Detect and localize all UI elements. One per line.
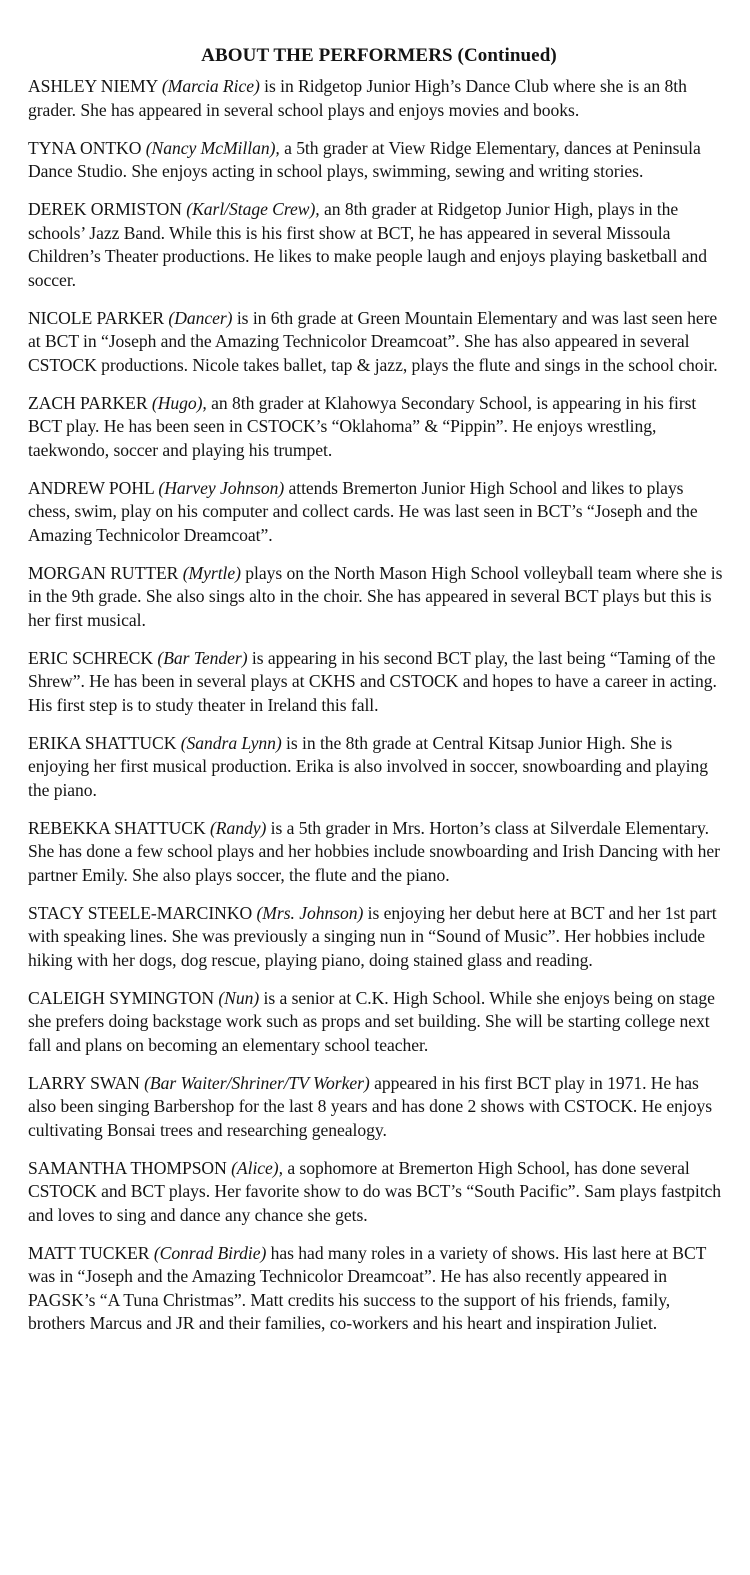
performer-bio-text: attends Bremerton Junior High School and likes to plays chess, swim, play on his computer and collect cards. He was last seen in BCT’s “Joseph and the Amazing Technicolor Dreamcoat”. <box>28 477 698 545</box>
performer-role: (Randy) <box>209 817 267 838</box>
performer-bio-text: an 8th grader at Klahowya Secondary School, is appearing in his first BCT play. He has been seen in CSTOCK’s “Oklahoma” & “Pippin”. He enjoys wrestling, taekwondo, soccer and playing his trumpet. <box>28 392 697 460</box>
performer-bio <box>28 987 730 1058</box>
performer-bio-text: plays on the North Mason High School volleyball team where she is in the 9th grade. She also sings alto in the choir. She has appeared in several BCT plays but this is her first musical. <box>28 562 723 630</box>
performer-bio <box>28 137 730 184</box>
performer-bio-text: a 5th grader at View Ridge Elementary, dances at Peninsula Dance Studio. She enjoys acting in school plays, swimming, sewing and writing stories. <box>28 137 701 181</box>
performer-name: NICOLE PARKER <box>28 307 165 328</box>
performer-bio-list <box>28 75 730 1336</box>
performer-name: ANDREW POHL <box>28 477 155 498</box>
performer-bio <box>28 1072 730 1143</box>
performer-bio <box>28 477 730 548</box>
performer-bio <box>28 1157 730 1228</box>
performer-bio-text: is in Ridgetop Junior High’s Dance Club where she is an 8th grader. She has appeared in several school plays and enjoys movies and books. <box>28 76 687 120</box>
performer-role: (Karl/Stage Crew), <box>186 199 320 219</box>
performer-bio-text: is enjoying her debut here at BCT and her 1st part with speaking lines. She was previously a singing nun in “Sound of Music”. Her hobbies include hiking with her dogs, dog rescue, playing piano, doing stained glass and reading. <box>28 902 717 970</box>
performer-bio <box>28 732 730 803</box>
performer-role: (Dancer) <box>168 307 233 328</box>
performer-role: (Bar Waiter/Shriner/TV Worker) <box>144 1072 370 1093</box>
performer-bio-text: is appearing in his second BCT play, the last being “Taming of the Shrew”. He has been in several plays at CKHS and CSTOCK and hopes to have a career in acting. His first step is to study theater in Ireland this fall. <box>28 647 717 715</box>
performer-bio-text: is in the 8th grade at Central Kitsap Junior High. She is enjoying her first musical production. Erika is also involved in soccer, snowboarding and playing the piano. <box>28 732 708 800</box>
performer-name: MATT TUCKER <box>28 1242 150 1263</box>
performer-role: (Hugo), <box>151 392 207 413</box>
performer-bio-text: is a senior at C.K. High School. While she enjoys being on stage she prefers doing backstage work such as props and set building. She will be starting college next fall and plans on becoming an elementary school teacher. <box>28 987 715 1055</box>
performer-role: (Sandra Lynn) <box>180 732 282 753</box>
performer-name: DEREK ORMISTON <box>28 199 182 219</box>
performer-bio-text: is in 6th grade at Green Mountain Elementary and was last seen here at BCT in “Joseph and the Amazing Technicolor Dreamcoat”. She has also appeared in several CSTOCK productions. Nicole takes ballet, tap & jazz, plays the flute and sings in the school choir. <box>28 307 718 375</box>
performer-bio-text: appeared in his first BCT play in 1971. He has also been singing Barbershop for the last 8 years and has done 2 shows with CSTOCK. He enjoys cultivating Bonsai trees and researching genealogy. <box>28 1072 713 1140</box>
performer-role: (Mrs. Johnson) <box>256 902 364 923</box>
performer-role: (Nun) <box>218 987 260 1008</box>
performer-name: ASHLEY NIEMY <box>28 76 158 96</box>
performer-name: ERIC SCHRECK <box>28 647 154 668</box>
performer-bio-text: has had many roles in a variety of shows. His last here at BCT was in “Joseph and the Amazing Technicolor Dreamcoat”. He has also recently appeared in PAGSK’s “A Tuna Christmas”. Matt credits his success to the support of his friends, family, brothers Marcus and JR and their families, co-workers and his heart and inspiration Juliet. <box>28 1242 707 1333</box>
performer-role: (Bar Tender) <box>157 647 248 668</box>
performer-role: (Marcia Rice) <box>161 76 260 96</box>
performer-bio <box>28 392 730 463</box>
performer-bio-text: an 8th grader at Ridgetop Junior High, plays in the schools’ Jazz Band. While this is his first show at BCT, he has appeared in several Missoula Children’s Theater productions. He likes to make people laugh and enjoys playing basketball and soccer. <box>28 199 707 290</box>
performer-bio-text: is a 5th grader in Mrs. Horton’s class at Silverdale Elementary. She has done a few school plays and her hobbies include snowboarding and Irish Dancing with her partner Emily. She also plays soccer, the flute and the piano. <box>28 817 720 885</box>
performer-role: (Harvey Johnson) <box>158 477 285 498</box>
performer-role: (Alice), <box>231 1157 283 1178</box>
performer-bio <box>28 647 730 718</box>
performer-bio <box>28 817 730 888</box>
page-heading: ABOUT THE PERFORMERS (Continued) <box>201 45 557 66</box>
performer-bio <box>28 1242 730 1336</box>
performer-role: (Conrad Birdie) <box>153 1242 267 1263</box>
performer-name: ERIKA SHATTUCK <box>28 732 177 753</box>
performer-bio <box>28 902 730 973</box>
performer-name: LARRY SWAN <box>28 1072 140 1093</box>
performer-name: ZACH PARKER <box>28 392 148 413</box>
performer-name: SAMANTHA THOMPSON <box>28 1157 227 1178</box>
performer-bio <box>28 307 730 378</box>
performer-role: (Myrtle) <box>182 562 241 583</box>
performer-bio-text: a sophomore at Bremerton High School, has done several CSTOCK and BCT plays. Her favorite show to do was BCT’s “South Pacific”. Sam plays fastpitch and loves to sing and dance any chance she gets. <box>28 1157 722 1225</box>
performer-name: STACY STEELE-MARCINKO <box>28 902 253 923</box>
performer-name: MORGAN RUTTER <box>28 562 179 583</box>
performer-name: CALEIGH SYMINGTON <box>28 987 214 1008</box>
performer-name: REBEKKA SHATTUCK <box>28 817 206 838</box>
performer-bio <box>28 562 730 633</box>
performer-bio <box>28 198 730 292</box>
performer-role: (Nancy McMillan), <box>145 137 280 158</box>
performer-bio <box>28 75 730 122</box>
performer-name: TYNA ONTKO <box>28 137 142 158</box>
